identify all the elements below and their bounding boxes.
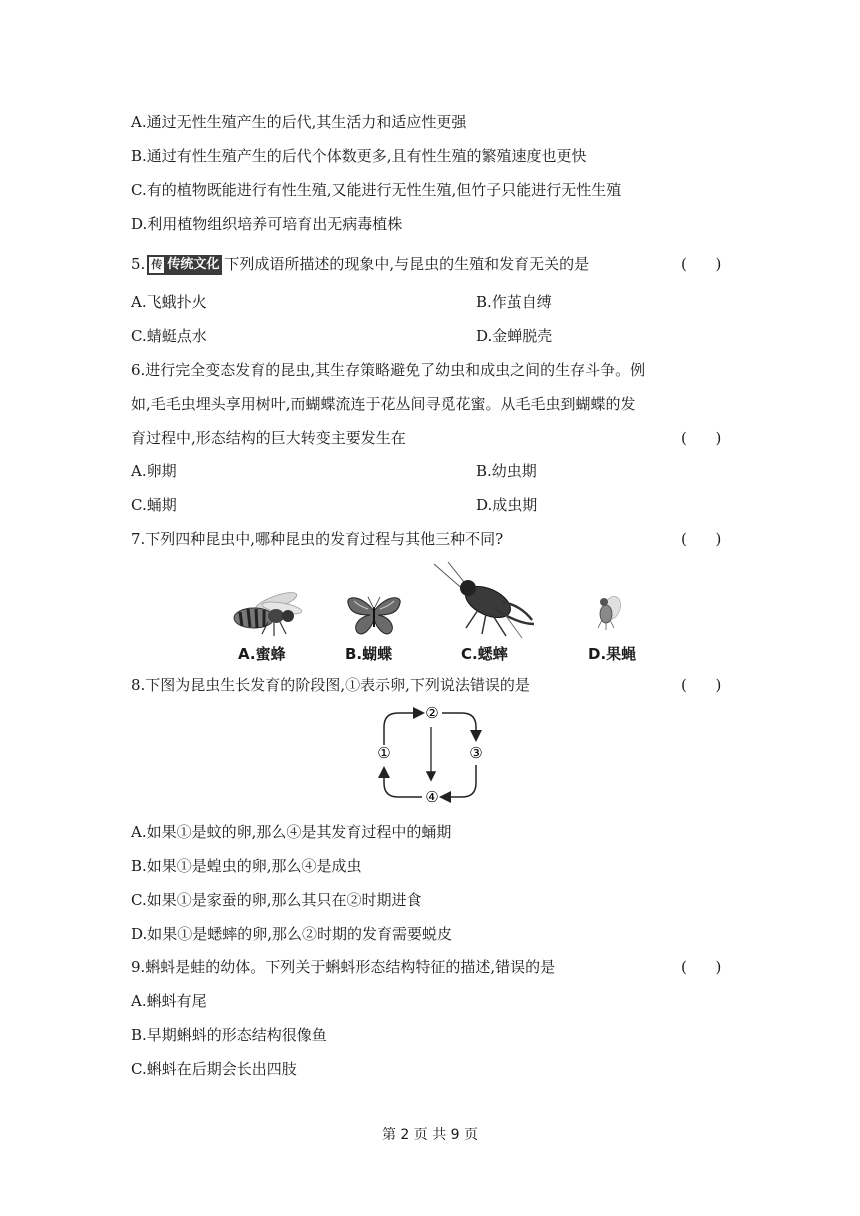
q5-option-c: C.蜻蜓点水 [131, 327, 207, 345]
q8-stem: 8.下图为昆虫生长发育的阶段图,①表示卵,下列说法错误的是 [131, 676, 530, 694]
q7-stem: 7.下列四种昆虫中,哪种昆虫的发育过程与其他三种不同? [131, 530, 504, 548]
q5-number: 5. [131, 255, 146, 273]
q6-answer-paren: ( ) [681, 429, 722, 447]
q4-option-c: C.有的植物既能进行有性生殖,又能进行无性生殖,但竹子只能进行无性生殖 [131, 181, 622, 199]
q4-option-a: A.通过无性生殖产生的后代,其生活力和适应性更强 [131, 113, 467, 131]
bee-image [224, 592, 308, 638]
q6-option-b: B.幼虫期 [476, 462, 537, 480]
q8-option-d: D.如果①是蟋蟀的卵,那么②时期的发育需要蜕皮 [131, 925, 453, 943]
badge-label: 传统文化 [167, 257, 220, 272]
node-3: ③ [469, 744, 483, 762]
q6-option-d: D.成虫期 [476, 496, 538, 514]
q8-option-c: C.如果①是家蚕的卵,那么其只在②时期进食 [131, 891, 422, 909]
q6-stem-line-1: 6.进行完全变态发育的昆虫,其生存策略避免了幼虫和成虫之间的生存斗争。例 [131, 361, 646, 379]
q6-option-c: C.蛹期 [131, 496, 177, 514]
q9-option-b: B.早期蝌蚪的形态结构很像鱼 [131, 1026, 327, 1044]
q6-option-a: A.卵期 [131, 462, 177, 480]
caption-cricket: C.蟋蟀 [461, 645, 508, 663]
q9-answer-paren: ( ) [681, 958, 722, 976]
q9-option-c: C.蝌蚪在后期会长出四肢 [131, 1060, 297, 1078]
q5-option-a: A.飞蛾扑火 [131, 293, 207, 311]
caption-fruit-fly: D.果蝇 [588, 645, 637, 663]
q8-answer-paren: ( ) [681, 676, 722, 694]
q9-stem: 9.蝌蚪是蛙的幼体。下列关于蝌蚪形态结构特征的描述,错误的是 [131, 958, 556, 976]
traditional-culture-badge [147, 255, 222, 275]
q5-stem-text: 下列成语所描述的现象中,与昆虫的生殖和发育无关的是 [224, 255, 590, 273]
q8-option-a: A.如果①是蚊的卵,那么④是其发育过程中的蛹期 [131, 823, 452, 841]
butterfly-image [344, 593, 404, 637]
q8-option-b: B.如果①是蝗虫的卵,那么④是成虫 [131, 857, 362, 875]
q6-stem-line-2: 如,毛毛虫埋头享用树叶,而蝴蝶流连于花丛间寻觅花蜜。从毛毛虫到蝴蝶的发 [131, 395, 636, 413]
caption-butterfly: B.蝴蝶 [345, 645, 393, 663]
q4-option-b: B.通过有性生殖产生的后代个体数更多,且有性生殖的繁殖速度也更快 [131, 147, 587, 165]
q4-option-d: D.利用植物组织培养可培育出无病毒植株 [131, 215, 403, 233]
fruit-fly-image [592, 592, 626, 634]
q9-option-a: A.蝌蚪有尾 [131, 992, 207, 1010]
q5-option-b: B.作茧自缚 [476, 293, 552, 311]
node-4: ④ [425, 788, 439, 806]
q7-answer-paren: ( ) [681, 530, 722, 548]
cricket-image [426, 562, 538, 640]
node-2: ② [425, 704, 439, 722]
culture-icon: 传 [151, 258, 163, 271]
caption-bee: A.蜜蜂 [238, 645, 286, 663]
node-1: ① [377, 744, 391, 762]
q6-stem-line-3: 育过程中,形态结构的巨大转变主要发生在 [131, 429, 406, 447]
page-number: 第 2 页 共 9 页 [381, 1127, 479, 1143]
life-cycle-diagram [372, 703, 492, 807]
q5-option-d: D.金蝉脱壳 [476, 327, 553, 345]
q5-answer-paren: ( ) [681, 255, 722, 273]
q5-stem [131, 254, 589, 275]
